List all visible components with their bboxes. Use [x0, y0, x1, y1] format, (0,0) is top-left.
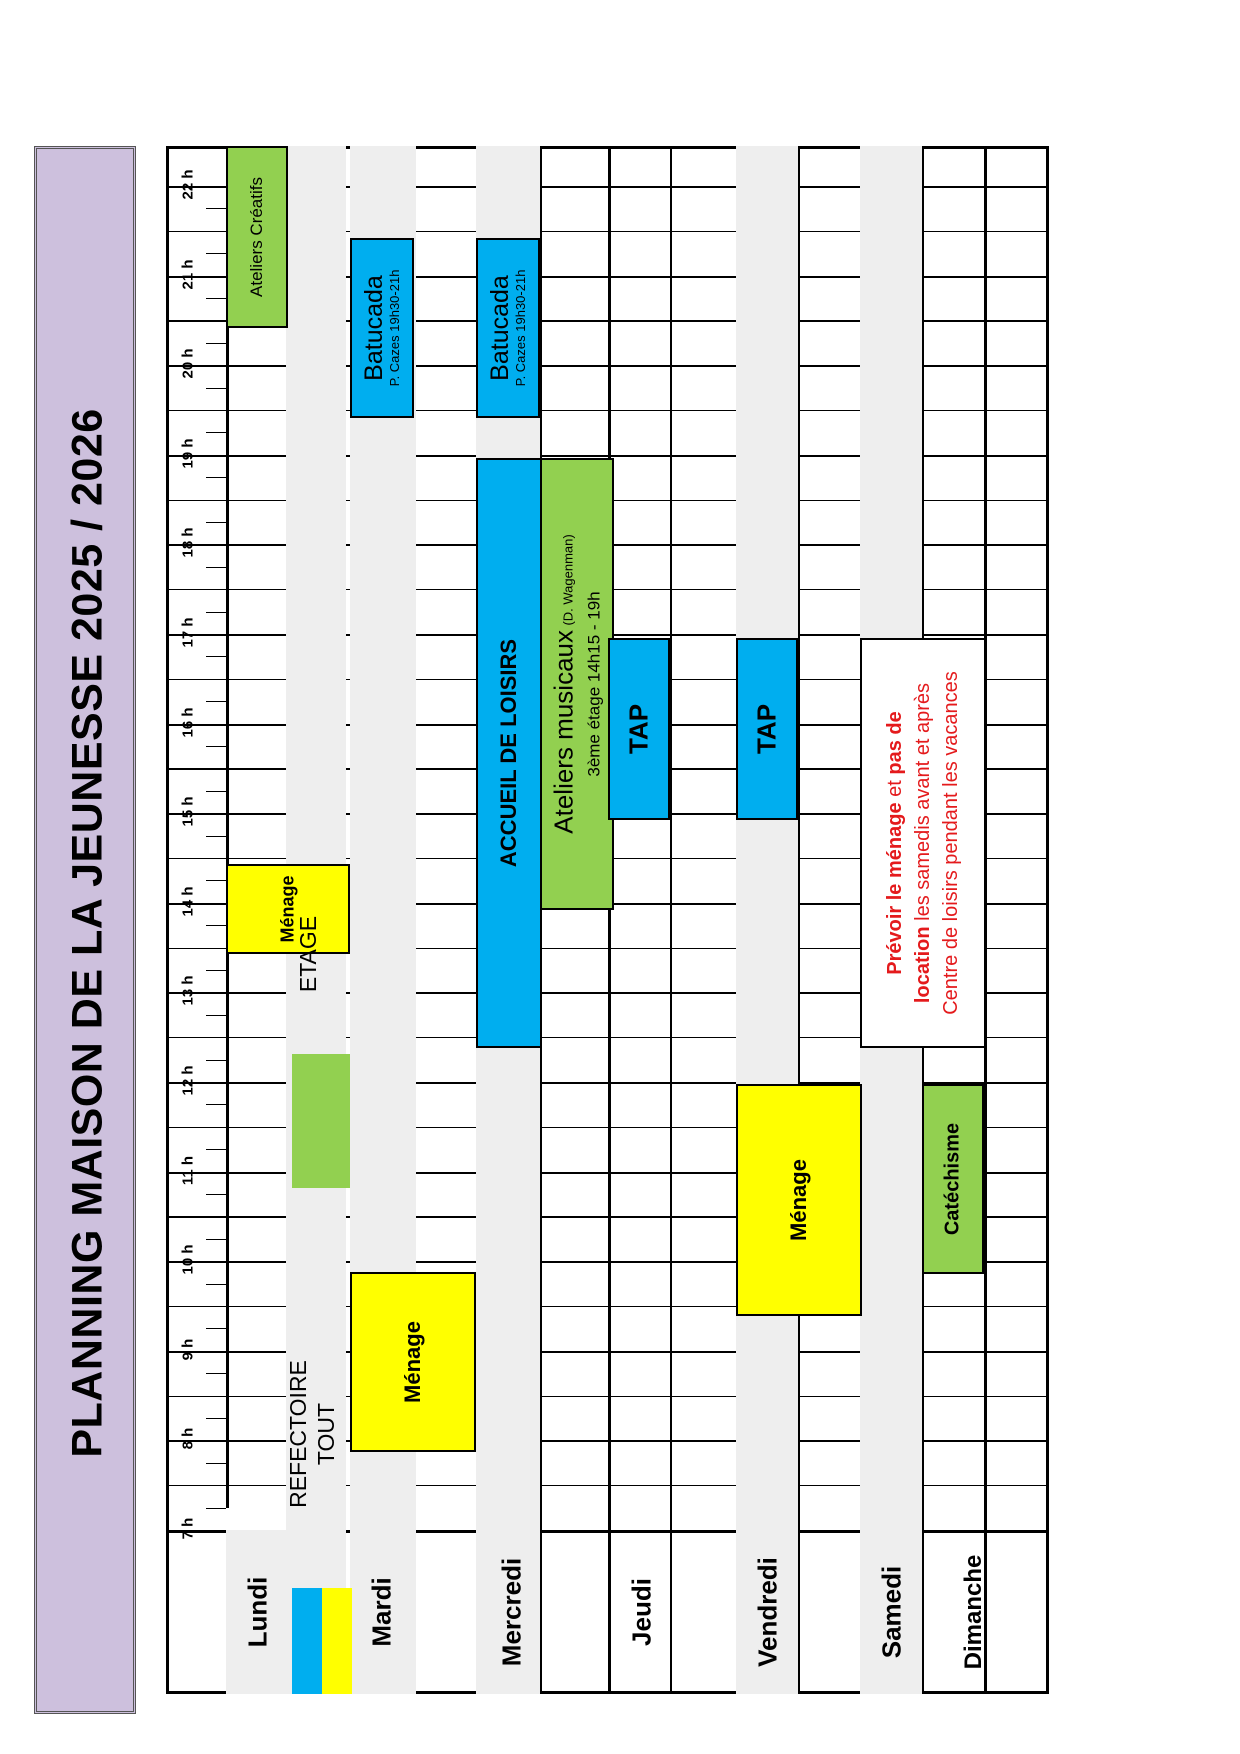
event-label: Catéchisme	[941, 1122, 964, 1236]
day-label-dimanche: Dimanche	[960, 1554, 987, 1670]
grid-tick	[206, 1284, 226, 1285]
hour-label: 8 h	[179, 1428, 197, 1450]
event-lundi-ateliers-creatifs[interactable]	[226, 146, 288, 328]
hour-label: 16 h	[179, 707, 197, 738]
grid-tick	[206, 1060, 226, 1061]
event-samedi-catechisme[interactable]	[922, 1084, 984, 1274]
grid-vline	[1046, 146, 1049, 1694]
event-label: Ateliers Créatifs	[247, 177, 266, 297]
event-label-group	[361, 270, 403, 387]
grid-tick	[206, 701, 226, 702]
event-label: TAP	[751, 703, 782, 755]
grid-tick	[206, 1463, 226, 1464]
legend-swatch-green	[292, 1054, 350, 1188]
hour-label: 13 h	[179, 975, 197, 1006]
grid-tick	[206, 343, 226, 344]
hour-label: 21 h	[179, 259, 197, 290]
grid-tick	[206, 567, 226, 568]
hour-label: 19 h	[179, 438, 197, 469]
hour-label: 17 h	[179, 617, 197, 648]
grid-tick	[206, 1508, 226, 1509]
event-label-group	[487, 270, 529, 387]
hour-label: 15 h	[179, 796, 197, 827]
grid-tick	[206, 1194, 226, 1195]
title-banner	[34, 146, 136, 1714]
grid-vline	[670, 146, 672, 1694]
day-label-mercredi: Mercredi	[496, 1557, 527, 1667]
event-lundi-menage[interactable]	[226, 864, 350, 954]
hour-label: 12 h	[179, 1065, 197, 1096]
grid-tick	[206, 612, 226, 613]
event-mercredi-accueil-de-loisirs[interactable]	[476, 458, 542, 1048]
event-mercredi-ateliers-musicaux[interactable]	[540, 458, 614, 910]
note-bold: location	[912, 926, 934, 1004]
day-label-samedi: Samedi	[876, 1565, 907, 1659]
event-vendredi-tap[interactable]	[736, 638, 798, 820]
grid-tick	[206, 1328, 226, 1329]
samedi-note	[860, 638, 986, 1048]
grid-tick	[206, 880, 226, 881]
grid-tick	[206, 746, 226, 747]
page-title: PLANNING MAISON DE LA JEUNESSE 2025 / 2026	[63, 408, 112, 1458]
hour-label: 10 h	[179, 1244, 197, 1275]
event-label-group	[549, 534, 606, 833]
grid-tick	[206, 388, 226, 389]
grid-tick	[206, 836, 226, 837]
event-mardi-menage[interactable]	[350, 1272, 476, 1452]
event-vendredi-menage[interactable]	[736, 1084, 862, 1316]
event-title: Batucada	[360, 275, 388, 381]
note-text	[881, 671, 965, 1015]
event-subtitle: P. Cazes 19h30-21h	[387, 269, 402, 387]
hour-label: 7 h	[179, 1517, 197, 1540]
note-bold: Prévoir le ménage	[884, 802, 906, 975]
day-label-lundi: Lundi	[242, 1576, 273, 1648]
event-title: Ateliers musicaux	[548, 630, 579, 834]
event-label: Ménage	[277, 875, 298, 943]
event-label: TAP	[623, 703, 654, 755]
event-jeudi-tap[interactable]	[608, 638, 670, 820]
event-title: Batucada	[486, 275, 514, 381]
grid-vline	[608, 146, 611, 1694]
event-subtitle: 3ème étage 14h15 - 19h	[584, 591, 604, 777]
hour-label: 14 h	[179, 886, 197, 917]
event-mercredi-batucada[interactable]	[476, 238, 540, 418]
grid-tick	[206, 656, 226, 657]
grid-tick	[206, 477, 226, 478]
legend-refectoire: REFECTOIRE	[285, 1360, 311, 1508]
grid-tick	[206, 1373, 226, 1374]
grid-vline	[166, 146, 169, 1694]
grid-tick	[206, 791, 226, 792]
grid-tick	[206, 298, 226, 299]
hour-label: 22 h	[179, 169, 197, 200]
grid-tick	[206, 970, 226, 971]
day-label-vendredi: Vendredi	[752, 1557, 783, 1667]
vendredi-sub1-band	[736, 146, 798, 1694]
hour-label: 18 h	[179, 527, 197, 558]
event-mardi-batucada[interactable]	[350, 238, 414, 418]
grid-tick	[206, 1239, 226, 1240]
note-plain: les samedis avant et après	[912, 682, 934, 927]
event-label: Ménage	[786, 1159, 811, 1241]
grid-vline	[798, 146, 800, 1694]
note-line: Centre de loisirs pendant les vacances	[940, 671, 962, 1015]
grid-tick	[206, 1104, 226, 1105]
event-teacher: (D. Wagenman)	[560, 534, 576, 626]
legend-tout: TOUT	[313, 1402, 339, 1466]
grid-tick	[206, 208, 226, 209]
note-plain: et	[884, 774, 906, 803]
hour-label: 9 h	[179, 1338, 197, 1361]
grid-tick	[206, 253, 226, 254]
event-label: ACCUEIL DE LOISIRS	[496, 638, 521, 868]
grid-tick	[206, 432, 226, 433]
grid-tick	[206, 1418, 226, 1419]
note-bold: pas de	[884, 711, 906, 775]
grid-tick	[206, 1149, 226, 1150]
legend-swatch-yellow	[322, 1588, 352, 1694]
hour-label: 20 h	[179, 348, 197, 379]
grid-tick	[206, 1015, 226, 1016]
day-label-mardi: Mardi	[366, 1577, 397, 1647]
hour-label: 11 h	[179, 1155, 197, 1185]
legend-swatch-blue	[292, 1588, 322, 1694]
grid-tick	[206, 522, 226, 523]
day-label-jeudi: Jeudi	[626, 1578, 657, 1646]
grid-tick	[206, 925, 226, 926]
event-subtitle: P. Cazes 19h30-21h	[513, 269, 528, 387]
legend-label-etage: ETAGE	[295, 915, 321, 993]
event-label: Ménage	[400, 1321, 425, 1403]
legend-label-refectoire	[284, 1360, 340, 1508]
